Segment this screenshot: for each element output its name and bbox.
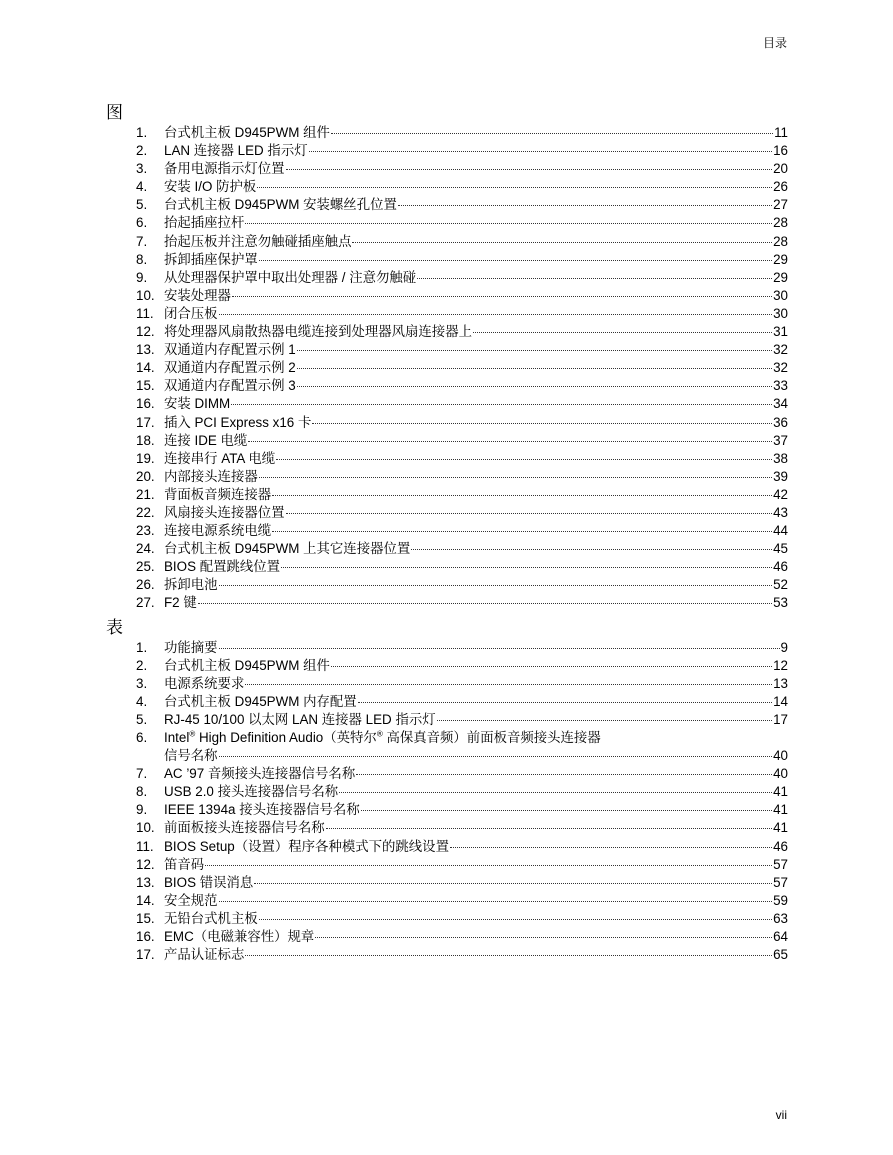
entry-title-part: Intel <box>164 730 190 745</box>
entry-title: 双通道内存配置示例 1 <box>164 342 296 358</box>
running-header: 目录 <box>762 36 787 50</box>
dot-leader <box>286 513 773 514</box>
entry-title: 安装 DIMM <box>164 396 231 412</box>
entry-number-cell <box>106 819 164 837</box>
entry-number-cell <box>106 305 164 323</box>
entry-page: 27 <box>773 197 788 213</box>
dot-leader <box>297 386 772 387</box>
entry-number: 10. <box>136 820 155 836</box>
toc-entry[interactable] <box>106 486 788 504</box>
dot-leader <box>450 847 772 848</box>
entry-page: 13 <box>773 675 788 691</box>
entry-title: 安全规范 <box>164 892 218 908</box>
dot-leader <box>248 441 772 442</box>
toc-entry[interactable] <box>106 874 788 892</box>
entry-number: 17. <box>136 414 155 430</box>
entry-title: IEEE 1394a 接头连接器信号名称 <box>164 802 360 818</box>
entry-page: 30 <box>773 305 788 321</box>
entry-title: AC ’97 音频接头连接器信号名称 <box>164 766 356 782</box>
table-of-contents <box>106 102 788 964</box>
entry-title: 内部接头连接器 <box>164 468 258 484</box>
entry-number: 25. <box>136 559 155 575</box>
toc-entry[interactable] <box>106 233 788 251</box>
entry-number: 5. <box>136 197 148 213</box>
entry-title: 安装处理器 <box>164 287 231 303</box>
entry-number: 8. <box>136 251 148 267</box>
entry-title: 电源系统要求 <box>164 675 245 691</box>
dot-leader <box>398 205 772 206</box>
dot-leader <box>272 531 772 532</box>
toc-entry[interactable] <box>106 558 788 576</box>
entry-page: 64 <box>773 929 788 945</box>
entry-number: 15. <box>136 910 155 926</box>
dot-leader <box>219 901 773 902</box>
dot-leader <box>339 792 772 793</box>
entry-title: EMC（电磁兼容性）规章 <box>164 929 315 945</box>
entry-title-part: High Definition Audio（英特尔 <box>195 730 377 745</box>
entry-title: 双通道内存配置示例 3 <box>164 378 296 394</box>
entry-number-cell <box>106 323 164 341</box>
toc-entry[interactable] <box>106 711 788 729</box>
entry-number-cell <box>106 711 164 729</box>
entry-number-cell <box>106 946 164 964</box>
entry-title: 台式机主板 D945PWM 上其它连接器位置 <box>164 541 411 557</box>
dot-leader <box>231 404 772 405</box>
entry-page: 52 <box>773 577 788 593</box>
entry-page: 36 <box>773 414 788 430</box>
entry-number-cell <box>106 874 164 892</box>
entry-page: 40 <box>773 766 788 782</box>
entry-number: 20. <box>136 468 155 484</box>
toc-entry[interactable] <box>106 892 788 910</box>
entry-page: 57 <box>773 856 788 872</box>
entry-title: BIOS Setup（设置）程序各种模式下的跳线设置 <box>164 838 449 854</box>
entry-page: 38 <box>773 450 788 466</box>
dot-leader <box>417 278 772 279</box>
toc-entry[interactable] <box>106 504 788 522</box>
dot-leader <box>361 810 772 811</box>
dot-leader <box>219 756 773 757</box>
toc-entry[interactable] <box>106 341 788 359</box>
entry-page: 32 <box>773 342 788 358</box>
figures-heading: 图 <box>106 103 123 122</box>
entry-number: 12. <box>136 856 155 872</box>
entry-title: RJ-45 10/100 以太网 LAN 连接器 LED 指示灯 <box>164 711 436 727</box>
registered-mark: ® <box>189 729 196 739</box>
entry-number-cell <box>106 558 164 576</box>
entry-number-cell <box>106 450 164 468</box>
entry-title: 将处理器风扇散热器电缆连接到处理器风扇连接器上 <box>164 324 472 340</box>
toc-entry[interactable] <box>106 693 788 711</box>
entry-title: 台式机主板 D945PWM 内存配置 <box>164 693 357 709</box>
dot-leader <box>205 865 772 866</box>
entry-title: BIOS 配置跳线位置 <box>164 559 281 575</box>
entry-number-cell <box>106 377 164 395</box>
entry-number: 11. <box>136 305 154 321</box>
toc-entry[interactable] <box>106 160 788 178</box>
entry-number-cell <box>106 657 164 675</box>
toc-entry[interactable] <box>106 576 788 594</box>
toc-entry[interactable] <box>106 819 788 837</box>
entry-number: 3. <box>136 161 148 177</box>
entry-page: 29 <box>773 251 788 267</box>
entry-title: 闭合压板 <box>164 305 218 321</box>
toc-entry[interactable] <box>106 657 788 675</box>
entry-number-cell <box>106 540 164 558</box>
entry-title: 台式机主板 D945PWM 组件 <box>164 125 330 140</box>
entry-number-cell <box>106 341 164 359</box>
entry-number-cell <box>106 675 164 693</box>
dot-leader <box>219 314 773 315</box>
toc-entry[interactable] <box>106 251 788 269</box>
entry-number: 9. <box>136 802 148 818</box>
entry-number: 16. <box>136 396 155 412</box>
entry-title: USB 2.0 接头连接器信号名称 <box>164 784 339 800</box>
entry-title: 插入 PCI Express x16 卡 <box>164 414 312 430</box>
entry-title-continued: 信号名称 <box>164 748 218 764</box>
entry-number: 2. <box>136 143 148 159</box>
toc-entry[interactable] <box>106 142 788 160</box>
toc-entry[interactable] <box>106 124 788 142</box>
entry-number: 2. <box>136 657 148 673</box>
entry-title: 拆卸插座保护罩 <box>164 251 258 267</box>
entry-number-cell <box>106 142 164 160</box>
entry-title: 风扇接头连接器位置 <box>164 504 285 520</box>
entry-page: 30 <box>773 287 788 303</box>
toc-entry[interactable] <box>106 838 788 856</box>
entry-page: 46 <box>773 838 788 854</box>
entry-number: 18. <box>136 432 155 448</box>
entry-number-cell <box>106 414 164 432</box>
entry-number: 17. <box>136 947 155 963</box>
dot-leader <box>254 883 772 884</box>
entry-number: 8. <box>136 784 148 800</box>
toc-entry[interactable] <box>106 594 788 612</box>
entry-page: 45 <box>773 541 788 557</box>
entry-number-cell <box>106 486 164 504</box>
toc-entry[interactable] <box>106 639 788 657</box>
entry-page: 33 <box>773 378 788 394</box>
entry-title: 备用电源指示灯位置 <box>164 161 285 177</box>
entry-number: 14. <box>136 892 155 908</box>
entry-number: 4. <box>136 693 148 709</box>
entry-number: 13. <box>136 342 155 358</box>
entry-page: 28 <box>773 215 788 231</box>
entry-number: 4. <box>136 179 148 195</box>
toc-entry[interactable] <box>106 450 788 468</box>
entry-page: 42 <box>773 486 788 502</box>
entry-number: 10. <box>136 287 155 303</box>
entry-number-cell <box>106 160 164 178</box>
entry-title: 连接电源系统电缆 <box>164 523 272 539</box>
toc-entry[interactable] <box>106 377 788 395</box>
dot-leader <box>356 774 772 775</box>
toc-entry[interactable] <box>106 928 788 946</box>
entry-title: 产品认证标志 <box>164 947 245 963</box>
entry-title: 无铅台式机主板 <box>164 910 258 926</box>
entry-page: 39 <box>773 468 788 484</box>
entry-number: 1. <box>136 125 148 140</box>
entry-title: 从处理器保护罩中取出处理器 / 注意勿触碰 <box>164 269 417 285</box>
entry-title: F2 键 <box>164 595 197 611</box>
entry-number: 7. <box>136 233 148 249</box>
dot-leader <box>315 937 772 938</box>
entry-number-cell <box>106 783 164 801</box>
entry-number-cell <box>106 359 164 377</box>
dot-leader <box>232 296 772 297</box>
entry-title: 背面板音频连接器 <box>164 486 272 502</box>
entry-page: 34 <box>773 396 788 412</box>
entry-page: 44 <box>773 523 788 539</box>
entry-number-cell <box>106 801 164 819</box>
entry-number: 5. <box>136 711 148 727</box>
entry-number-cell <box>106 124 164 142</box>
toc-entry[interactable] <box>106 414 788 432</box>
entry-number-cell <box>106 178 164 196</box>
entry-title: LAN 连接器 LED 指示灯 <box>164 143 308 159</box>
entry-number: 3. <box>136 675 148 691</box>
entry-title: 功能摘要 <box>164 639 218 655</box>
entry-title: 台式机主板 D945PWM 组件 <box>164 657 330 673</box>
entry-title: 安装 I/O 防护板 <box>164 179 257 195</box>
entry-number-cell <box>106 251 164 269</box>
entry-title-part: 高保真音频）前面板音频接头连接器 <box>382 730 601 745</box>
toc-entry[interactable] <box>106 675 788 693</box>
entry-number: 6. <box>136 215 148 231</box>
entry-title: 拆卸电池 <box>164 577 218 593</box>
dot-leader <box>331 133 773 134</box>
entry-page: 9 <box>780 639 788 655</box>
toc-entry[interactable] <box>106 214 788 232</box>
entry-page: 11 <box>774 125 788 140</box>
entry-page: 14 <box>773 693 788 709</box>
entry-page: 43 <box>773 504 788 520</box>
toc-entry[interactable] <box>106 856 788 874</box>
entry-number-cell <box>106 639 164 657</box>
toc-entry[interactable] <box>106 395 788 413</box>
entry-page: 29 <box>773 269 788 285</box>
entry-page: 32 <box>773 360 788 376</box>
entry-page: 31 <box>773 324 788 340</box>
entry-number: 13. <box>136 874 155 890</box>
entry-page: 65 <box>773 947 788 963</box>
entry-number-cell <box>106 233 164 251</box>
figures-list <box>106 124 788 613</box>
dot-leader <box>358 702 772 703</box>
entry-number-cell <box>106 910 164 928</box>
entry-number-cell <box>106 576 164 594</box>
entry-number: 22. <box>136 504 155 520</box>
entry-number-cell <box>106 928 164 946</box>
entry-number: 16. <box>136 929 155 945</box>
entry-number-cell <box>106 522 164 540</box>
entry-page: 40 <box>773 748 788 764</box>
toc-entry[interactable] <box>106 468 788 486</box>
toc-entry[interactable] <box>106 178 788 196</box>
entry-page: 16 <box>773 143 788 159</box>
dot-leader <box>297 350 772 351</box>
dot-leader <box>286 169 773 170</box>
dot-leader <box>245 955 772 956</box>
entry-number: 9. <box>136 269 148 285</box>
dot-leader <box>245 684 772 685</box>
entry-page: 63 <box>773 910 788 926</box>
dot-leader <box>259 260 772 261</box>
entry-number: 11. <box>136 838 154 854</box>
toc-entry[interactable] <box>106 729 788 765</box>
entry-number: 23. <box>136 523 155 539</box>
dot-leader <box>259 919 772 920</box>
dot-leader <box>297 368 772 369</box>
dot-leader <box>473 332 772 333</box>
dot-leader <box>245 223 772 224</box>
dot-leader <box>312 423 772 424</box>
entry-number-cell <box>106 729 164 747</box>
entry-number: 19. <box>136 450 155 466</box>
dot-leader <box>437 720 772 721</box>
entry-page: 37 <box>773 432 788 448</box>
entry-number: 7. <box>136 766 148 782</box>
dot-leader <box>276 459 772 460</box>
entry-number-cell <box>106 468 164 486</box>
entry-number: 12. <box>136 324 155 340</box>
entry-title: 前面板接头连接器信号名称 <box>164 820 325 836</box>
entry-page: 41 <box>773 784 788 800</box>
entry-page: 12 <box>773 657 788 673</box>
entry-title: 抬起插座拉杆 <box>164 215 245 231</box>
entry-page: 57 <box>773 874 788 890</box>
dot-leader <box>281 567 772 568</box>
entry-title: 连接 IDE 电缆 <box>164 432 248 448</box>
entry-page: 41 <box>773 802 788 818</box>
dot-leader <box>352 242 772 243</box>
entry-title: BIOS 错误消息 <box>164 874 254 890</box>
page-number: vii <box>775 1108 787 1122</box>
entry-title: 台式机主板 D945PWM 安装螺丝孔位置 <box>164 197 397 213</box>
dot-leader <box>309 151 772 152</box>
entry-number: 24. <box>136 541 155 557</box>
dot-leader <box>331 666 772 667</box>
toc-entry[interactable] <box>106 540 788 558</box>
entry-number-cell <box>106 892 164 910</box>
entry-number-cell <box>106 432 164 450</box>
dot-leader <box>219 648 780 649</box>
entry-number-cell <box>106 395 164 413</box>
entry-number: 15. <box>136 378 155 394</box>
entry-number-cell <box>106 196 164 214</box>
toc-entry[interactable] <box>106 323 788 341</box>
toc-entry[interactable] <box>106 910 788 928</box>
toc-entry[interactable] <box>106 432 788 450</box>
entry-number: 6. <box>136 730 148 745</box>
toc-entry[interactable] <box>106 305 788 323</box>
entry-number-cell <box>106 856 164 874</box>
entry-title: 连接串行 ATA 电缆 <box>164 450 276 466</box>
entry-number-cell <box>106 765 164 783</box>
entry-page: 46 <box>773 559 788 575</box>
entry-page: 17 <box>773 711 788 727</box>
toc-entry[interactable] <box>106 359 788 377</box>
entry-number: 21. <box>136 486 155 502</box>
entry-page: 20 <box>773 161 788 177</box>
toc-entry[interactable] <box>106 196 788 214</box>
entry-number-cell <box>106 269 164 287</box>
dot-leader <box>326 828 772 829</box>
entry-title: 双通道内存配置示例 2 <box>164 360 296 376</box>
entry-number-cell <box>106 214 164 232</box>
entry-number-cell <box>106 838 164 856</box>
entry-number-cell <box>106 504 164 522</box>
toc-entry[interactable] <box>106 765 788 783</box>
entry-number-cell <box>106 594 164 612</box>
entry-number-cell <box>106 693 164 711</box>
entry-number: 26. <box>136 577 155 593</box>
registered-mark: ® <box>376 729 383 739</box>
entry-page: 26 <box>773 179 788 195</box>
dot-leader <box>259 477 772 478</box>
toc-entry[interactable] <box>106 783 788 801</box>
entry-page: 28 <box>773 233 788 249</box>
dot-leader <box>219 585 773 586</box>
toc-entry[interactable] <box>106 801 788 819</box>
entry-number: 14. <box>136 360 155 376</box>
entry-title: 笛音码 <box>164 856 205 872</box>
entry-title <box>164 729 601 747</box>
dot-leader <box>272 495 772 496</box>
dot-leader <box>411 549 772 550</box>
dot-leader <box>257 187 772 188</box>
tables-list <box>106 639 788 965</box>
toc-entry[interactable] <box>106 946 788 964</box>
entry-page: 41 <box>773 820 788 836</box>
entry-page: 59 <box>773 892 788 908</box>
toc-entry[interactable] <box>106 522 788 540</box>
toc-entry[interactable] <box>106 287 788 305</box>
entry-number-cell <box>106 287 164 305</box>
tables-heading: 表 <box>106 617 123 637</box>
entry-page: 53 <box>773 595 788 611</box>
entry-number: 1. <box>136 639 148 655</box>
entry-title: 抬起压板并注意勿触碰插座触点 <box>164 233 352 249</box>
toc-entry[interactable] <box>106 269 788 287</box>
dot-leader <box>198 603 772 604</box>
entry-number: 27. <box>136 595 155 611</box>
